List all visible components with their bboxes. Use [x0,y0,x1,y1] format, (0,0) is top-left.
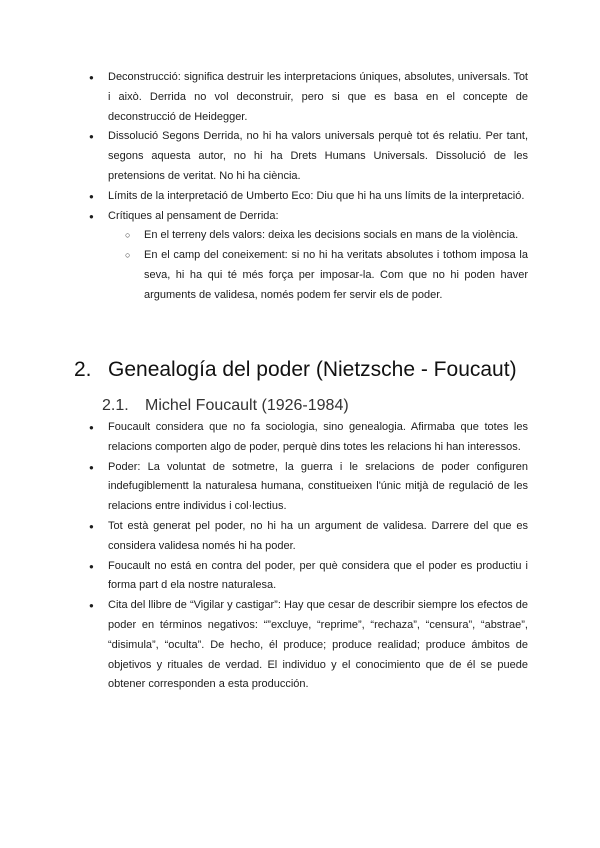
list-item [108,207,528,306]
bullet-text: Cita del llibre de “Vigilar y castigar”: Hay que cesar de describir siempre los efectos de poder en términos negativos: “”excluye, “reprime”, “rechaza”, “censura”, “abstrae”, “disimula”, “oculta”. De hecho, él produce; produce realidad; produce ámbitos de objetivos y rituales de verdad. El individuo y el conocimiento que de él se puede obtener corresponden a esta producción. [108,599,528,691]
list-item [108,596,528,695]
list-item [108,418,528,458]
list-item [108,187,528,207]
section-title: Genealogía del poder (Nietzsche - Foucaut) [108,358,517,381]
sub-list-item [144,226,528,246]
list-item [108,517,528,557]
subsection-number: 2.1. [102,397,129,414]
sub-list-item [144,246,528,305]
bullet-text: Dissolució Segons Derrida, no hi ha valors universals perquè tot és relatiu. Per tant, segons aquesta autor, no hi ha Drets Humans Universals. Dissolució de les pretensions de veritat. No hi ha ciència. [108,130,528,182]
bullet-text: Tot està generat pel poder, no hi ha un argument de validesa. Darrere del que es considera validesa només hi ha poder. [108,519,528,552]
subsection-title: Michel Foucault (1926-1984) [145,397,349,414]
bullet-text: Foucault considera que no fa sociologia, sino genealogia. Afirmaba que totes les relacions comporten algo de poder, perquè dins totes les relacions hi han interessos. [108,421,528,453]
sub-bullet-text: En el camp del coneixement: si no hi ha veritats absolutes i tothom imposa la seva, hi ha qui té més força per imposar-la. Com que no hi poden haver arguments de validesa, només podem fer servir els de poder. [144,249,528,301]
bullet-text: Límits de la interpretació de Umberto Eco: Diu que hi ha uns límits de la interpretació. [108,189,525,202]
section-number: 2. [74,358,92,381]
bullet-text: Crítiques al pensament de Derrida: [108,209,279,222]
section-heading [74,356,517,384]
sub-bullet-text: En el terreny dels valors: deixa les decisions socials en mans de la violència. [144,229,519,242]
list-item [108,68,528,127]
list-item [108,127,528,186]
list-item [108,458,528,517]
bullet-text: Foucault no está en contra del poder, per què considera que el poder es productiu i forma part d ela nostre naturalesa. [108,559,528,592]
bullet-text: Poder: La voluntat de sotmetre, la guerra i le srelacions de poder configuren indefugiblementt la naturalesa humana, constitueixen l'únic mitjà de regulació de les relacions entre individus i col·lectius. [108,460,528,513]
derrida-bullet-list [108,68,528,306]
bullet-text: Deconstrucció: significa destruir les interpretacions úniques, absolutes, universals. Tot i això. Derrida no vol deconstruir, pero si que es basa en el concepte de deconstrucció de Heidegger. [108,71,528,123]
subsection-heading [102,395,349,417]
foucault-bullet-list [108,418,528,695]
list-item [108,557,528,597]
derrida-critique-sublist [108,226,528,305]
